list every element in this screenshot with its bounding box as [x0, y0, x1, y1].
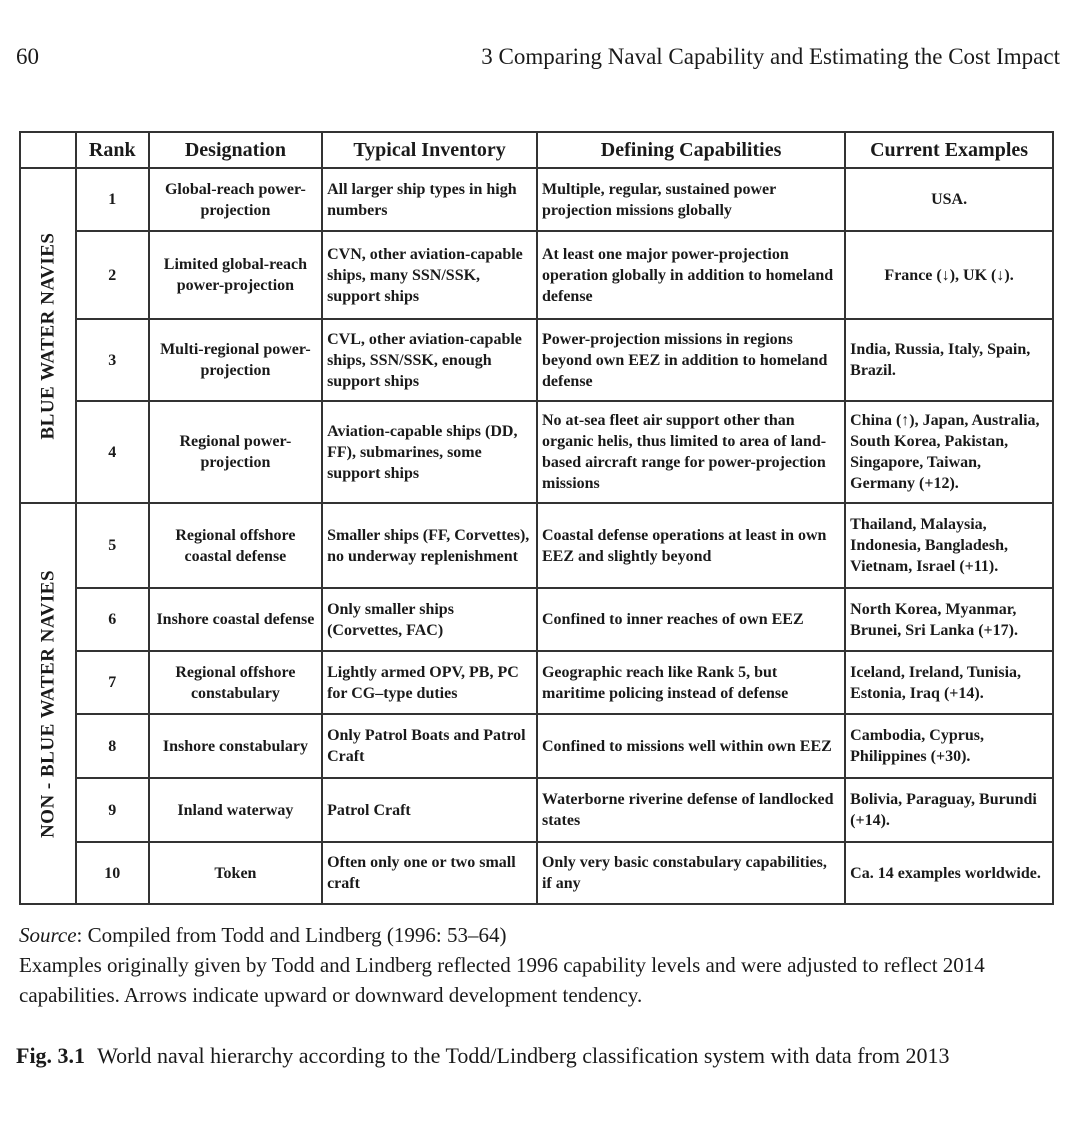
rank-cell: 5	[76, 503, 149, 588]
inventory-cell: CVN, other aviation-capable ships, many SSN/SSK, support ships	[322, 231, 537, 319]
naval-hierarchy-table	[19, 131, 1054, 905]
figure-caption-text: World naval hierarchy according to the Todd/Lindberg classification system with data from 2013	[97, 1043, 950, 1068]
examples-cell: China (↑), Japan, Australia, South Korea, Pakistan, Singapore, Taiwan, Germany (+12).	[845, 401, 1053, 503]
capabilities-cell: No at-sea fleet air support other than organic helis, thus limited to area of land-based aircraft range for power-projection missions	[537, 401, 845, 503]
rank-cell: 7	[76, 651, 149, 714]
designation-cell: Inshore constabulary	[149, 714, 322, 778]
capabilities-cell: Multiple, regular, sustained power projection missions globally	[537, 168, 845, 231]
examples-cell: India, Russia, Italy, Spain, Brazil.	[845, 319, 1053, 401]
designation-cell: Limited global-reach power-projection	[149, 231, 322, 319]
rank-cell: 6	[76, 588, 149, 651]
examples-cell: Thailand, Malaysia, Indonesia, Bangladesh, Vietnam, Israel (+11).	[845, 503, 1053, 588]
adjustment-note: Examples originally given by Todd and Lindberg reflected 1996 capability levels and were adjusted to reflect 2014 capabilities. Arrows indicate upward or downward development tendency.	[19, 953, 985, 1007]
table-row	[20, 401, 1053, 503]
designation-cell: Regional offshore constabulary	[149, 651, 322, 714]
column-header-inventory: Typical Inventory	[322, 132, 537, 168]
table-row	[20, 588, 1053, 651]
capabilities-cell: Confined to inner reaches of own EEZ	[537, 588, 845, 651]
inventory-cell: Lightly armed OPV, PB, PC for CG–type duties	[322, 651, 537, 714]
rank-cell: 2	[76, 231, 149, 319]
column-header-designation: Designation	[149, 132, 322, 168]
capabilities-cell: Confined to missions well within own EEZ	[537, 714, 845, 778]
rank-cell: 9	[76, 778, 149, 842]
examples-cell: USA.	[845, 168, 1053, 231]
figure-label: Fig. 3.1	[16, 1043, 86, 1068]
table-row	[20, 503, 1053, 588]
running-head	[16, 44, 1060, 74]
designation-cell: Inshore coastal defense	[149, 588, 322, 651]
inventory-cell: Only smaller ships (Corvettes, FAC)	[322, 588, 537, 651]
capabilities-cell: Waterborne riverine defense of landlocked states	[537, 778, 845, 842]
table-row	[20, 231, 1053, 319]
group-cell-blue-water	[20, 168, 76, 503]
examples-cell: France (↓), UK (↓).	[845, 231, 1053, 319]
table-row	[20, 651, 1053, 714]
examples-cell: North Korea, Myanmar, Brunei, Sri Lanka (+17).	[845, 588, 1053, 651]
examples-cell: Cambodia, Cyprus, Philippines (+30).	[845, 714, 1053, 778]
inventory-cell: Patrol Craft	[322, 778, 537, 842]
capabilities-cell: Geographic reach like Rank 5, but maritime policing instead of defense	[537, 651, 845, 714]
header-row	[20, 132, 1053, 168]
inventory-cell: CVL, other aviation-capable ships, SSN/SSK, enough support ships	[322, 319, 537, 401]
chapter-title: 3 Comparing Naval Capability and Estimating the Cost Impact	[481, 44, 1060, 69]
column-header-capabilities: Defining Capabilities	[537, 132, 845, 168]
group-cell-non-blue-water	[20, 503, 76, 904]
group-label-non-blue-water: NON - BLUE WATER NAVIES	[37, 569, 59, 838]
designation-cell: Regional power-projection	[149, 401, 322, 503]
inventory-cell: Often only one or two small craft	[322, 842, 537, 904]
inventory-cell: Only Patrol Boats and Patrol Craft	[322, 714, 537, 778]
designation-cell: Multi-regional power-projection	[149, 319, 322, 401]
rank-cell: 3	[76, 319, 149, 401]
examples-cell: Bolivia, Paraguay, Burundi (+14).	[845, 778, 1053, 842]
table-row	[20, 778, 1053, 842]
designation-cell: Token	[149, 842, 322, 904]
designation-cell: Global-reach power-projection	[149, 168, 322, 231]
capabilities-cell: At least one major power-projection operation globally in addition to homeland defense	[537, 231, 845, 319]
designation-cell: Regional offshore coastal defense	[149, 503, 322, 588]
designation-cell: Inland waterway	[149, 778, 322, 842]
corner-cell	[20, 132, 76, 168]
rank-cell: 10	[76, 842, 149, 904]
examples-cell: Ca. 14 examples worldwide.	[845, 842, 1053, 904]
table-notes	[19, 920, 1061, 1010]
capabilities-cell: Only very basic constabulary capabilities, if any	[537, 842, 845, 904]
inventory-cell: Aviation-capable ships (DD, FF), submarines, some support ships	[322, 401, 537, 503]
table-row	[20, 319, 1053, 401]
column-header-rank: Rank	[76, 132, 149, 168]
capabilities-cell: Power-projection missions in regions beyond own EEZ in addition to homeland defense	[537, 319, 845, 401]
source-text: : Compiled from Todd and Lindberg (1996: 53–64)	[76, 923, 507, 947]
table-row	[20, 168, 1053, 231]
table-row	[20, 842, 1053, 904]
group-label-blue-water: BLUE WATER NAVIES	[37, 231, 59, 440]
rank-cell: 4	[76, 401, 149, 503]
source-label: Source	[19, 923, 77, 947]
column-header-examples: Current Examples	[845, 132, 1053, 168]
rank-cell: 8	[76, 714, 149, 778]
rank-cell: 1	[76, 168, 149, 231]
examples-cell: Iceland, Ireland, Tunisia, Estonia, Iraq (+14).	[845, 651, 1053, 714]
page-number: 60	[16, 44, 39, 69]
inventory-cell: Smaller ships (FF, Corvettes), no underway replenishment	[322, 503, 537, 588]
figure-caption	[16, 1040, 1061, 1071]
capabilities-cell: Coastal defense operations at least in own EEZ and slightly beyond	[537, 503, 845, 588]
table-row	[20, 714, 1053, 778]
inventory-cell: All larger ship types in high numbers	[322, 168, 537, 231]
source-note	[19, 920, 1061, 950]
